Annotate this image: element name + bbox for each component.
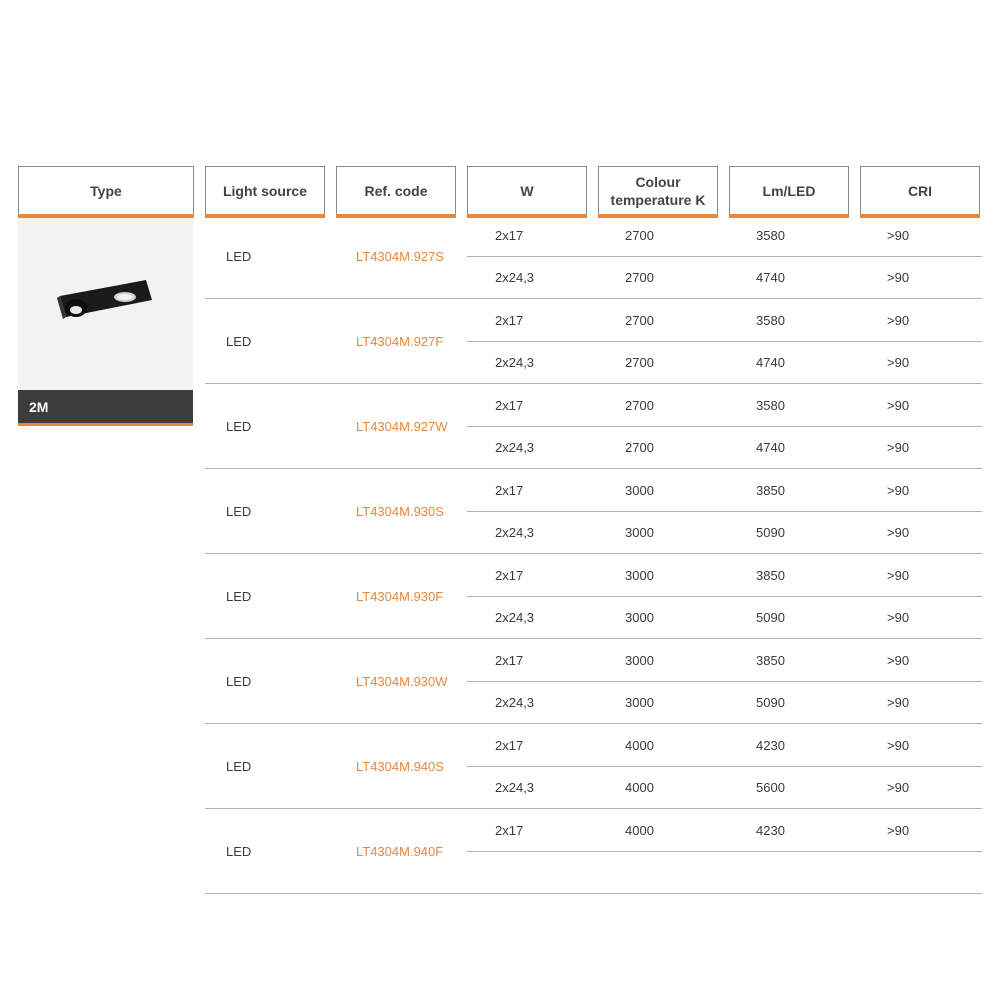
twin-spotlight-product-image bbox=[18, 218, 193, 392]
table-row bbox=[205, 299, 982, 384]
lumen-cell: 3850 bbox=[756, 483, 785, 498]
table-subrow bbox=[467, 681, 982, 723]
cri-cell: >90 bbox=[887, 610, 910, 625]
colour-temperature-cell: 4000 bbox=[625, 823, 654, 838]
colour-temperature-cell: 3000 bbox=[625, 568, 654, 583]
table-subrow bbox=[467, 214, 982, 257]
header-ref-code-label: Ref. code bbox=[364, 182, 428, 199]
table-row bbox=[205, 809, 982, 894]
table-row bbox=[205, 639, 982, 724]
header-type bbox=[18, 166, 194, 214]
wattage-cell: 2x24,3 bbox=[495, 695, 535, 710]
header-light-source-label: Light source bbox=[222, 182, 307, 199]
table-subrow bbox=[467, 596, 982, 638]
header-light-source bbox=[205, 166, 325, 214]
table-subrow bbox=[467, 256, 982, 298]
table-subrow bbox=[467, 511, 982, 553]
type-label: 2M bbox=[29, 399, 49, 415]
ref-code-cell: LT4304M.930F bbox=[356, 589, 444, 604]
spec-table bbox=[205, 214, 982, 894]
cri-cell: >90 bbox=[887, 398, 910, 413]
table-subrow bbox=[467, 384, 982, 427]
wattage-cell: 2x17 bbox=[495, 738, 524, 753]
lumen-cell: 4230 bbox=[756, 823, 785, 838]
colour-temperature-cell: 3000 bbox=[625, 695, 654, 710]
table-subrow bbox=[467, 554, 982, 597]
colour-temperature-cell: 4000 bbox=[625, 780, 654, 795]
light-source-cell: LED bbox=[226, 504, 252, 519]
colour-temperature-cell: 3000 bbox=[625, 610, 654, 625]
colour-temperature-cell: 3000 bbox=[625, 483, 654, 498]
cri-cell: >90 bbox=[887, 823, 910, 838]
cri-cell: >90 bbox=[887, 695, 910, 710]
wattage-cell: 2x24,3 bbox=[495, 610, 535, 625]
ref-code-cell: LT4304M.927F bbox=[356, 334, 444, 349]
lumen-cell: 5600 bbox=[756, 780, 785, 795]
colour-temperature-cell: 2700 bbox=[625, 313, 654, 328]
cri-cell: >90 bbox=[887, 525, 910, 540]
table-row bbox=[205, 214, 982, 299]
lumen-cell: 4740 bbox=[756, 355, 785, 370]
table-subrow bbox=[467, 299, 982, 342]
wattage-cell: 2x24,3 bbox=[495, 270, 535, 285]
cri-cell: >90 bbox=[887, 780, 910, 795]
lumen-cell: 4740 bbox=[756, 440, 785, 455]
header-ref-code bbox=[336, 166, 456, 214]
table-subrow bbox=[467, 809, 982, 852]
table-subrow bbox=[467, 469, 982, 512]
header-lm-led-label: Lm/LED bbox=[762, 182, 816, 199]
light-source-cell: LED bbox=[226, 844, 252, 859]
colour-temperature-cell: 3000 bbox=[625, 525, 654, 540]
header-cri-label: CRI bbox=[907, 182, 933, 199]
header-cri bbox=[860, 166, 980, 214]
light-source-cell: LED bbox=[226, 674, 252, 689]
table-row bbox=[205, 384, 982, 469]
header-w-label: W bbox=[520, 182, 534, 199]
colour-temperature-cell: 2700 bbox=[625, 270, 654, 285]
colour-temperature-cell: 2700 bbox=[625, 228, 654, 243]
lumen-cell: 4740 bbox=[756, 270, 785, 285]
header-colour-temp-line1: Colour bbox=[635, 173, 681, 190]
cri-cell: >90 bbox=[887, 355, 910, 370]
cri-cell: >90 bbox=[887, 738, 910, 753]
colour-temperature-cell: 2700 bbox=[625, 398, 654, 413]
wattage-cell: 2x17 bbox=[495, 228, 524, 243]
table-row bbox=[205, 469, 982, 554]
light-source-cell: LED bbox=[226, 334, 252, 349]
colour-temperature-cell: 2700 bbox=[625, 355, 654, 370]
cri-cell: >90 bbox=[887, 228, 910, 243]
wattage-cell: 2x17 bbox=[495, 313, 524, 328]
cri-cell: >90 bbox=[887, 568, 910, 583]
lumen-cell: 3580 bbox=[756, 398, 785, 413]
header-colour-temp-line2: temperature K bbox=[610, 191, 706, 208]
light-source-cell: LED bbox=[226, 589, 252, 604]
lumen-cell: 4230 bbox=[756, 738, 785, 753]
lumen-cell: 5090 bbox=[756, 525, 785, 540]
header-w bbox=[467, 166, 587, 214]
lumen-cell: 3850 bbox=[756, 568, 785, 583]
wattage-cell: 2x24,3 bbox=[495, 780, 535, 795]
table-row bbox=[205, 554, 982, 639]
wattage-cell: 2x17 bbox=[495, 653, 524, 668]
table-subrow bbox=[467, 639, 982, 682]
light-source-cell: LED bbox=[226, 759, 252, 774]
wattage-cell: 2x17 bbox=[495, 483, 524, 498]
table-subrow bbox=[467, 724, 982, 767]
ref-code-cell: LT4304M.940F bbox=[356, 844, 444, 859]
table-row bbox=[205, 724, 982, 809]
colour-temperature-cell: 4000 bbox=[625, 738, 654, 753]
ref-code-cell: LT4304M.930S bbox=[356, 504, 444, 519]
table-subrow bbox=[467, 341, 982, 383]
wattage-cell: 2x17 bbox=[495, 398, 524, 413]
cri-cell: >90 bbox=[887, 653, 910, 668]
type-label-bar bbox=[18, 390, 193, 423]
wattage-cell: 2x24,3 bbox=[495, 355, 535, 370]
table-subrow bbox=[467, 426, 982, 468]
cri-cell: >90 bbox=[887, 313, 910, 328]
table-subrow bbox=[467, 766, 982, 808]
colour-temperature-cell: 2700 bbox=[625, 440, 654, 455]
ref-code-cell: LT4304M.927W bbox=[356, 419, 448, 434]
lumen-cell: 3580 bbox=[756, 228, 785, 243]
lumen-cell: 3580 bbox=[756, 313, 785, 328]
wattage-cell: 2x17 bbox=[495, 568, 524, 583]
cri-cell: >90 bbox=[887, 270, 910, 285]
wattage-cell: 2x17 bbox=[495, 823, 524, 838]
light-source-cell: LED bbox=[226, 249, 252, 264]
lumen-cell: 5090 bbox=[756, 610, 785, 625]
wattage-cell: 2x24,3 bbox=[495, 525, 535, 540]
header-lm-led bbox=[729, 166, 849, 214]
header-type-label: Type bbox=[90, 182, 122, 199]
wattage-cell: 2x24,3 bbox=[495, 440, 535, 455]
light-source-cell: LED bbox=[226, 419, 252, 434]
lumen-cell: 5090 bbox=[756, 695, 785, 710]
lumen-cell: 3850 bbox=[756, 653, 785, 668]
cri-cell: >90 bbox=[887, 483, 910, 498]
ref-code-cell: LT4304M.940S bbox=[356, 759, 444, 774]
colour-temperature-cell: 3000 bbox=[625, 653, 654, 668]
ref-code-cell: LT4304M.930W bbox=[356, 674, 448, 689]
type-product-panel bbox=[18, 218, 193, 392]
header-colour-temperature bbox=[598, 166, 718, 214]
ref-code-cell: LT4304M.927S bbox=[356, 249, 444, 264]
cri-cell: >90 bbox=[887, 440, 910, 455]
